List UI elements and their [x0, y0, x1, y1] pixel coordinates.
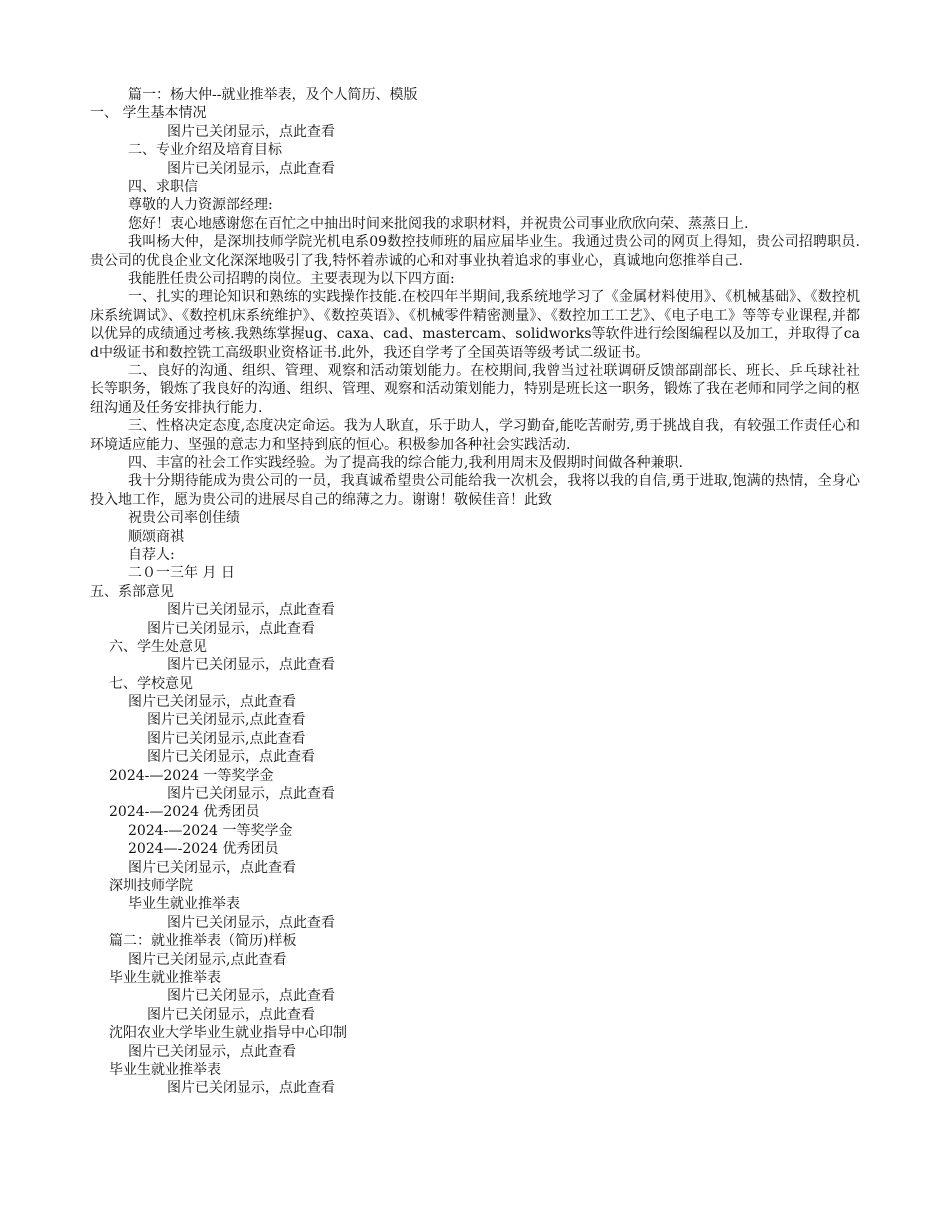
- article-title: 篇一：杨大仲--就业推举表，及个人简历、模版: [128, 87, 418, 103]
- publisher-line: 沈阳农业大学毕业生就业指导中心印制: [109, 1025, 347, 1042]
- image-placeholder-link[interactable]: 图片已关闭显示，点此查看: [167, 914, 335, 931]
- section-heading: 一、 学生基本情况: [90, 105, 207, 122]
- section-heading: 四、求职信: [128, 178, 198, 195]
- award-line: 2024-—2024 一等奖学金: [109, 767, 274, 784]
- award-line: 2024-—2024 优秀团员: [109, 804, 260, 821]
- document-body: [90, 86, 860, 1098]
- image-placeholder-link[interactable]: 图片已关闭显示，点此查看: [147, 749, 315, 766]
- image-placeholder-link[interactable]: 图片已关闭显示，点此查看: [167, 1080, 335, 1097]
- signature-date: 二０一三年 月 日: [128, 565, 235, 582]
- form-title: 毕业生就业推举表: [109, 1061, 221, 1078]
- image-placeholder-link[interactable]: 图片已关闭显示，点此查看: [128, 859, 296, 876]
- closing-regards: 顺颂商祺: [128, 528, 184, 545]
- section-heading: 六、学生处意见: [109, 638, 207, 655]
- article-title: 篇二：就业推举表（简历)样板: [109, 933, 297, 950]
- image-placeholder-link[interactable]: 图片已关闭显示，点此查看: [167, 786, 335, 803]
- paragraph-lead: 我能胜任贵公司招聘的岗位。主要表现为以下四方面:: [128, 270, 455, 287]
- paragraph-closing: 我十分期待能成为贵公司的一员，我真诚希望贵公司能给我一次机会，我将以我的自信,勇于进取,饱满的热情，全身心投入地工作，愿为贵公司的进展尽自己的绵薄之力。谢谢！敬候佳音！此致: [90, 473, 860, 508]
- form-title: 毕业生就业推举表: [109, 969, 221, 986]
- image-placeholder-link[interactable]: 图片已关闭显示，点此查看: [167, 602, 335, 619]
- image-placeholder-link[interactable]: 图片已关闭显示,点此查看: [128, 951, 287, 968]
- image-placeholder-link[interactable]: 图片已关闭显示，点此查看: [147, 1006, 315, 1023]
- paragraph-experience: 四、丰富的社会工作实践经验。为了提高我的综合能力,我利用周末及假期时间做各种兼职.: [128, 454, 683, 471]
- image-placeholder-link[interactable]: 图片已关闭显示，点此查看: [128, 1043, 296, 1060]
- image-placeholder-link[interactable]: 图片已关闭显示，点此查看: [167, 160, 335, 177]
- image-placeholder-link[interactable]: 图片已关闭显示,点此查看: [147, 730, 306, 747]
- image-placeholder-link[interactable]: 图片已关闭显示，点此查看: [167, 123, 335, 140]
- form-title: 毕业生就业推举表: [128, 896, 240, 913]
- paragraph-skills: 一、扎实的理论知识和熟练的实践操作技能.在校四年半期间,我系统地学习了《金属材料使用》、《机械基础》、《数控机床系统调试》、《数控机床系统维护》、《数控英语》、《机械零件精密测量》、《数控加工工艺》、《电子电工》等等专业课程,并都以优异的成绩通过考核.我熟练掌握ug、caxa、cad、mastercam、solidworks等软件进行绘图编程以及加工，并取得了cad中级证书和数控铣工高级职业资格证书.此外，我还自学考了全国英语等级考试二级证书。: [90, 289, 860, 361]
- institution-name: 深圳技师学院: [109, 878, 193, 894]
- paragraph-intro: 我叫杨大仲，是深圳技师学院光机电系09数控技师班的届应届毕业生。我通过贵公司的网页上得知，贵公司招聘职员.贵公司的优良企业文化深深地吸引了我,特怀着赤诚的心和对事业执着追求的事业心，真诚地向您推举自己.: [90, 234, 860, 269]
- section-heading: 二、专业介绍及培育目标: [128, 142, 282, 159]
- image-placeholder-link[interactable]: 图片已关闭显示，点此查看: [167, 988, 335, 1005]
- image-placeholder-link[interactable]: 图片已关闭显示，点此查看: [147, 620, 315, 637]
- paragraph-communication: 二、良好的沟通、组织、管理、观察和活动策划能力。在校期间,我曾当过社联调研反馈部副部长、班长、乒乓球社社长等职务，锻炼了我良好的沟通、组织、管理、观察和活动策划能力，特别是班长这一职务，锻炼了我在老师和同学之间的枢纽沟通及任务安排执行能力.: [90, 362, 860, 416]
- award-line: 2024—-2024 优秀团员: [128, 841, 279, 858]
- section-heading: 七、学校意见: [109, 675, 193, 692]
- image-placeholder-link[interactable]: 图片已关闭显示,点此查看: [147, 712, 306, 729]
- salutation: 尊敬的人力资源部经理:: [128, 197, 273, 214]
- image-placeholder-link[interactable]: 图片已关闭显示，点此查看: [167, 657, 335, 674]
- section-heading: 五、系部意见: [90, 583, 174, 600]
- greeting-line: 您好！衷心地感谢您在百忙之中抽出时间来批阅我的求职材料，并祝贵公司事业欣欣向荣、蒸蒸日上.: [128, 215, 749, 232]
- signature-label: 自荐人:: [128, 546, 175, 563]
- image-placeholder-link[interactable]: 图片已关闭显示，点此查看: [128, 694, 296, 711]
- closing-wish: 祝贵公司率创佳绩: [128, 510, 240, 527]
- paragraph-character: 三、性格决定态度,态度决定命运。我为人耿直，乐于助人，学习勤奋,能吃苦耐劳,勇于挑战自我，有较强工作责任心和环境适应能力、坚强的意志力和坚持到底的恒心。积极参加各种社会实践活动.: [90, 418, 860, 453]
- award-line: 2024-—2024 一等奖学金: [128, 822, 293, 839]
